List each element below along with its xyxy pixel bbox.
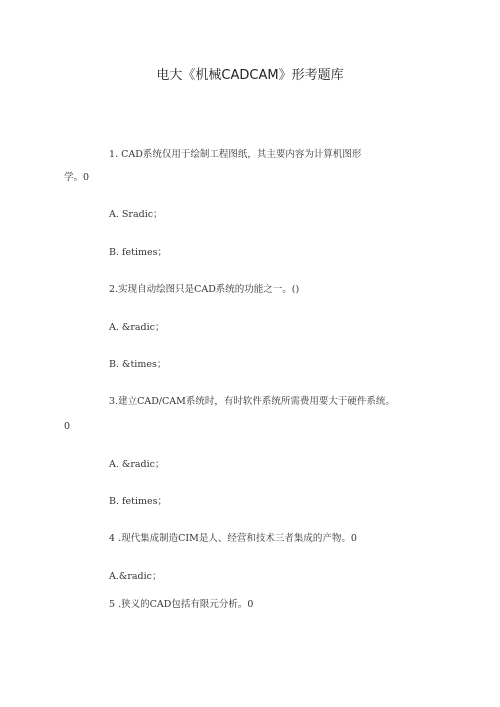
question-3-text-line-2: 0 <box>64 421 71 432</box>
question-1-text-line-2: 学。0 <box>64 172 90 183</box>
question-3-option-b: B. fetimes； <box>109 496 168 507</box>
question-2-option-a: A. &radic； <box>109 322 165 333</box>
question-2-option-b: B. &times； <box>109 359 167 370</box>
question-3-text-line-1: 3.建立CAD/CAM系统时，有时软件系统所需费用要大于硬件系统。 <box>109 396 395 407</box>
question-4-text: 4 .现代集成制造CIM是人、经营和技术三者集成的产物。0 <box>109 533 357 544</box>
question-5-text: 5 .狭义的CAD包括有限元分析。0 <box>109 599 254 610</box>
document-title: 电大《机械CADCAM》形考题库 <box>156 68 344 83</box>
question-1-option-b: B. fetimes； <box>109 247 168 258</box>
question-4-option-a: A.&radic； <box>109 571 162 582</box>
question-3-option-a: A. &radic； <box>109 459 165 470</box>
question-1-option-a: A. Sradic； <box>109 209 163 220</box>
question-2-text: 2.实现自动绘图只是CAD系统的功能之一。() <box>109 284 300 295</box>
question-1-text-line-1: 1. CAD系统仅用于绘制工程图纸，其主要内容为计算机图形 <box>109 149 362 160</box>
